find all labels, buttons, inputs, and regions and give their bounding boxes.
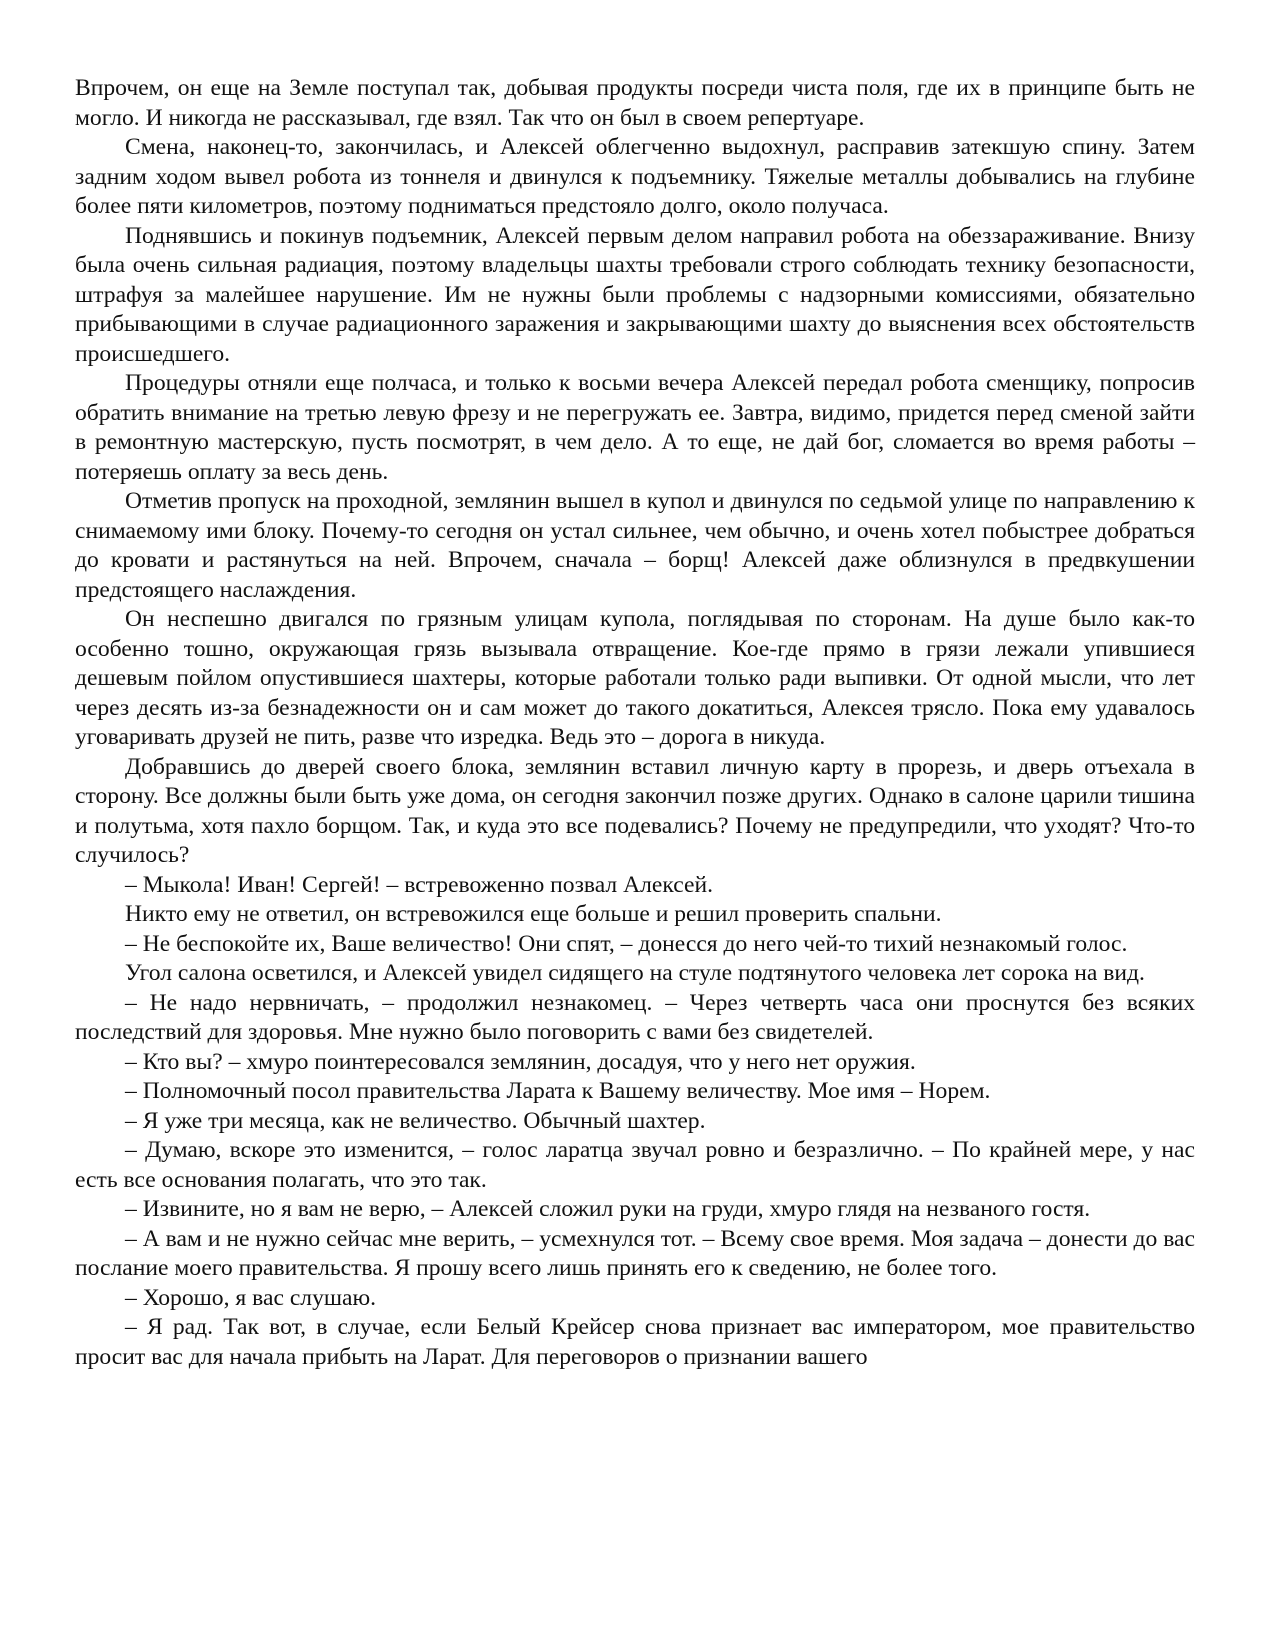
paragraph-15: – Я уже три месяца, как не величество. Обычный шахтер. — [125, 1107, 706, 1134]
paragraph-6: Он неспешно двигался по грязным улицам купола, поглядывая по сторонам. На душе было как-то особенно тошно, окружающая грязь вызывала отвращение. Кое-где прямо в грязи лежали упившиеся дешевым пойлом опустившиеся шахтеры, которые работали только ради выпивки. От одной мысли, что лет через десять из-за безнадежности он и сам может до такого докатиться, Алексея трясло. Пока ему удавалось уговаривать друзей не пить, разве что изредка. Ведь это – дорога в никуда. — [75, 606, 1195, 750]
paragraph-16: – Думаю, вскоре это изменится, – голос ларатца звучал ровно и безразлично. – По крайней мере, у нас есть все основания полагать, что это так. — [75, 1137, 1195, 1193]
paragraph-1: Впрочем, он еще на Земле поступал так, добывая продукты посреди чиста поля, где их в принципе быть не могло. И никогда не рассказывал, где взял. Так что он был в своем репертуаре. — [75, 75, 1195, 131]
paragraph-14: – Полномочный посол правительства Ларата к Вашему величеству. Мое имя – Норем. — [125, 1078, 991, 1104]
paragraph-17: – Извините, но я вам не верю, – Алексей сложил руки на груди, хмуро глядя на незваного гостя. — [125, 1196, 1091, 1222]
paragraph-7: Добравшись до дверей своего блока, землянин вставил личную карту в прорезь, и дверь отъехала в сторону. Все должны были быть уже дома, он сегодня закончил позже других. Однако в салоне царили тишина и полутьма, хотя пахло борщом. Так, и куда это все подевались? Почему не предупредили, что уходят? Что-то случилось? — [75, 753, 1195, 868]
paragraph-18: – А вам и не нужно сейчас мне верить, – усмехнулся тот. – Всему свое время. Моя задача – донести до вас послание моего правительства. Я прошу всего лишь принять его к сведению, не более того. — [75, 1225, 1195, 1281]
paragraph-20: – Я рад. Так вот, в случае, если Белый Крейсер снова признает вас императором, мое правительство просит вас для начала прибыть на Ларат. Для переговоров о признании вашего — [75, 1314, 1195, 1370]
paragraph-13: – Кто вы? – хмуро поинтересовался землянин, досадуя, что у него нет оружия. — [125, 1048, 916, 1075]
paragraph-3: Поднявшись и покинув подъемник, Алексей первым делом направил робота на обеззараживание. Внизу была очень сильная радиация, поэтому владельцы шахты требовали строго соблюдать технику безопасности, штрафуя за малейшее нарушение. Им не нужны были проблемы с надзорными комиссиями, обязательно прибывающими в случае радиационного заражения и закрывающими шахту до выяснения всех обстоятельств происшедшего. — [75, 222, 1195, 367]
paragraph-9: Никто ему не ответил, он встревожился еще больше и решил проверить спальни. — [125, 901, 942, 927]
paragraph-11: Угол салона осветился, и Алексей увидел сидящего на стуле подтянутого человека лет сорока на вид. — [125, 960, 1145, 986]
paragraph-10: – Не беспокойте их, Ваше величество! Они спят, – донесся до него чей-то тихий незнакомый голос. — [125, 930, 1128, 957]
paragraph-12: – Не надо нервничать, – продолжил незнакомец. – Через четверть часа они проснутся без всяких последствий для здоровья. Мне нужно было поговорить с вами без свидетелей. — [75, 989, 1195, 1045]
paragraph-5: Отметив пропуск на проходной, землянин вышел в купол и двинулся по седьмой улице по направлению к снимаемому ими блоку. Почему-то сегодня он устал сильнее, чем обычно, и очень хотел побыстрее добраться до кровати и растянуться на ней. Впрочем, сначала – борщ! Алексей даже облизнулся в предвкушении предстоящего наслаждения. — [75, 488, 1195, 603]
paragraph-8: – Мыкола! Иван! Сергей! – встревоженно позвал Алексей. — [125, 871, 713, 898]
document-page — [75, 74, 1195, 1372]
paragraph-19: – Хорошо, я вас слушаю. — [125, 1284, 377, 1311]
paragraph-4: Процедуры отняли еще полчаса, и только к восьми вечера Алексей передал робота сменщику, попросив обратить внимание на третью левую фрезу и не перегружать ее. Завтра, видимо, придется перед сменой зайти в ремонтную мастерскую, пусть посмотрят, в чем дело. А то еще, не дай бог, сломается во время работы – потеряешь оплату за весь день. — [75, 370, 1195, 485]
paragraph-2: Смена, наконец-то, закончилась, и Алексей облегченно выдохнул, расправив затекшую спину. Затем задним ходом вывел робота из тоннеля и двинулся к подъемнику. Тяжелые металлы добывались на глубине более пяти километров, поэтому подниматься предстояло долго, около получаса. — [75, 134, 1195, 219]
